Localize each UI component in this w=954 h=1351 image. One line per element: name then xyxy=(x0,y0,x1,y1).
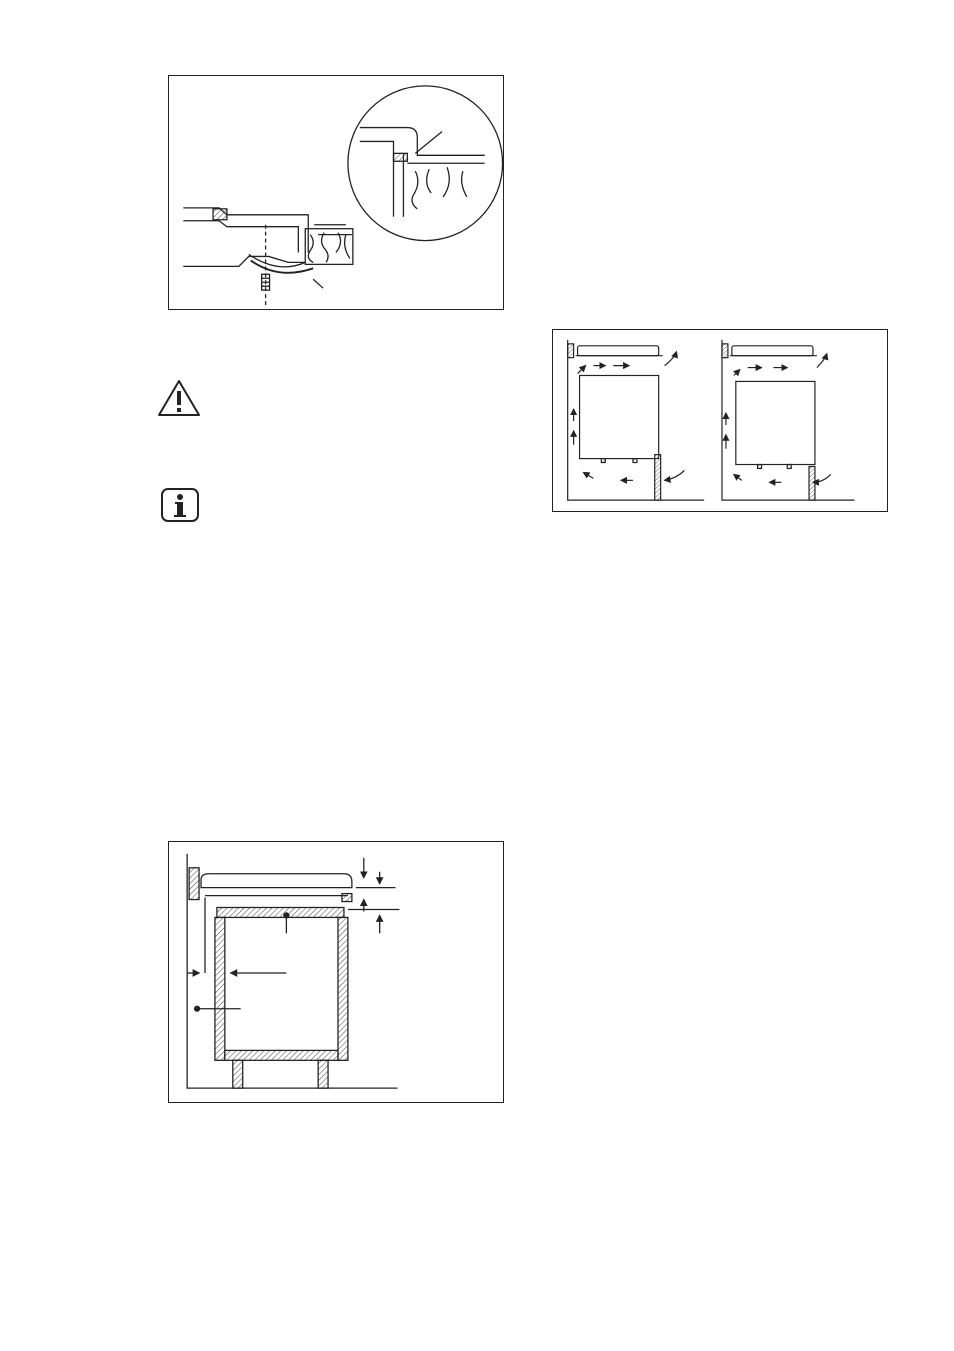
ventilation-airflow-diagram xyxy=(553,330,887,511)
hob-clamp-figure xyxy=(168,75,504,310)
cabinet-clearance-figure xyxy=(168,841,504,1103)
ventilation-figure xyxy=(552,329,888,512)
cabinet-clearance-diagram xyxy=(169,842,503,1102)
warning-triangle-icon xyxy=(156,378,202,418)
hob-mounting-clamp-diagram xyxy=(169,76,503,309)
info-icon xyxy=(160,487,200,523)
